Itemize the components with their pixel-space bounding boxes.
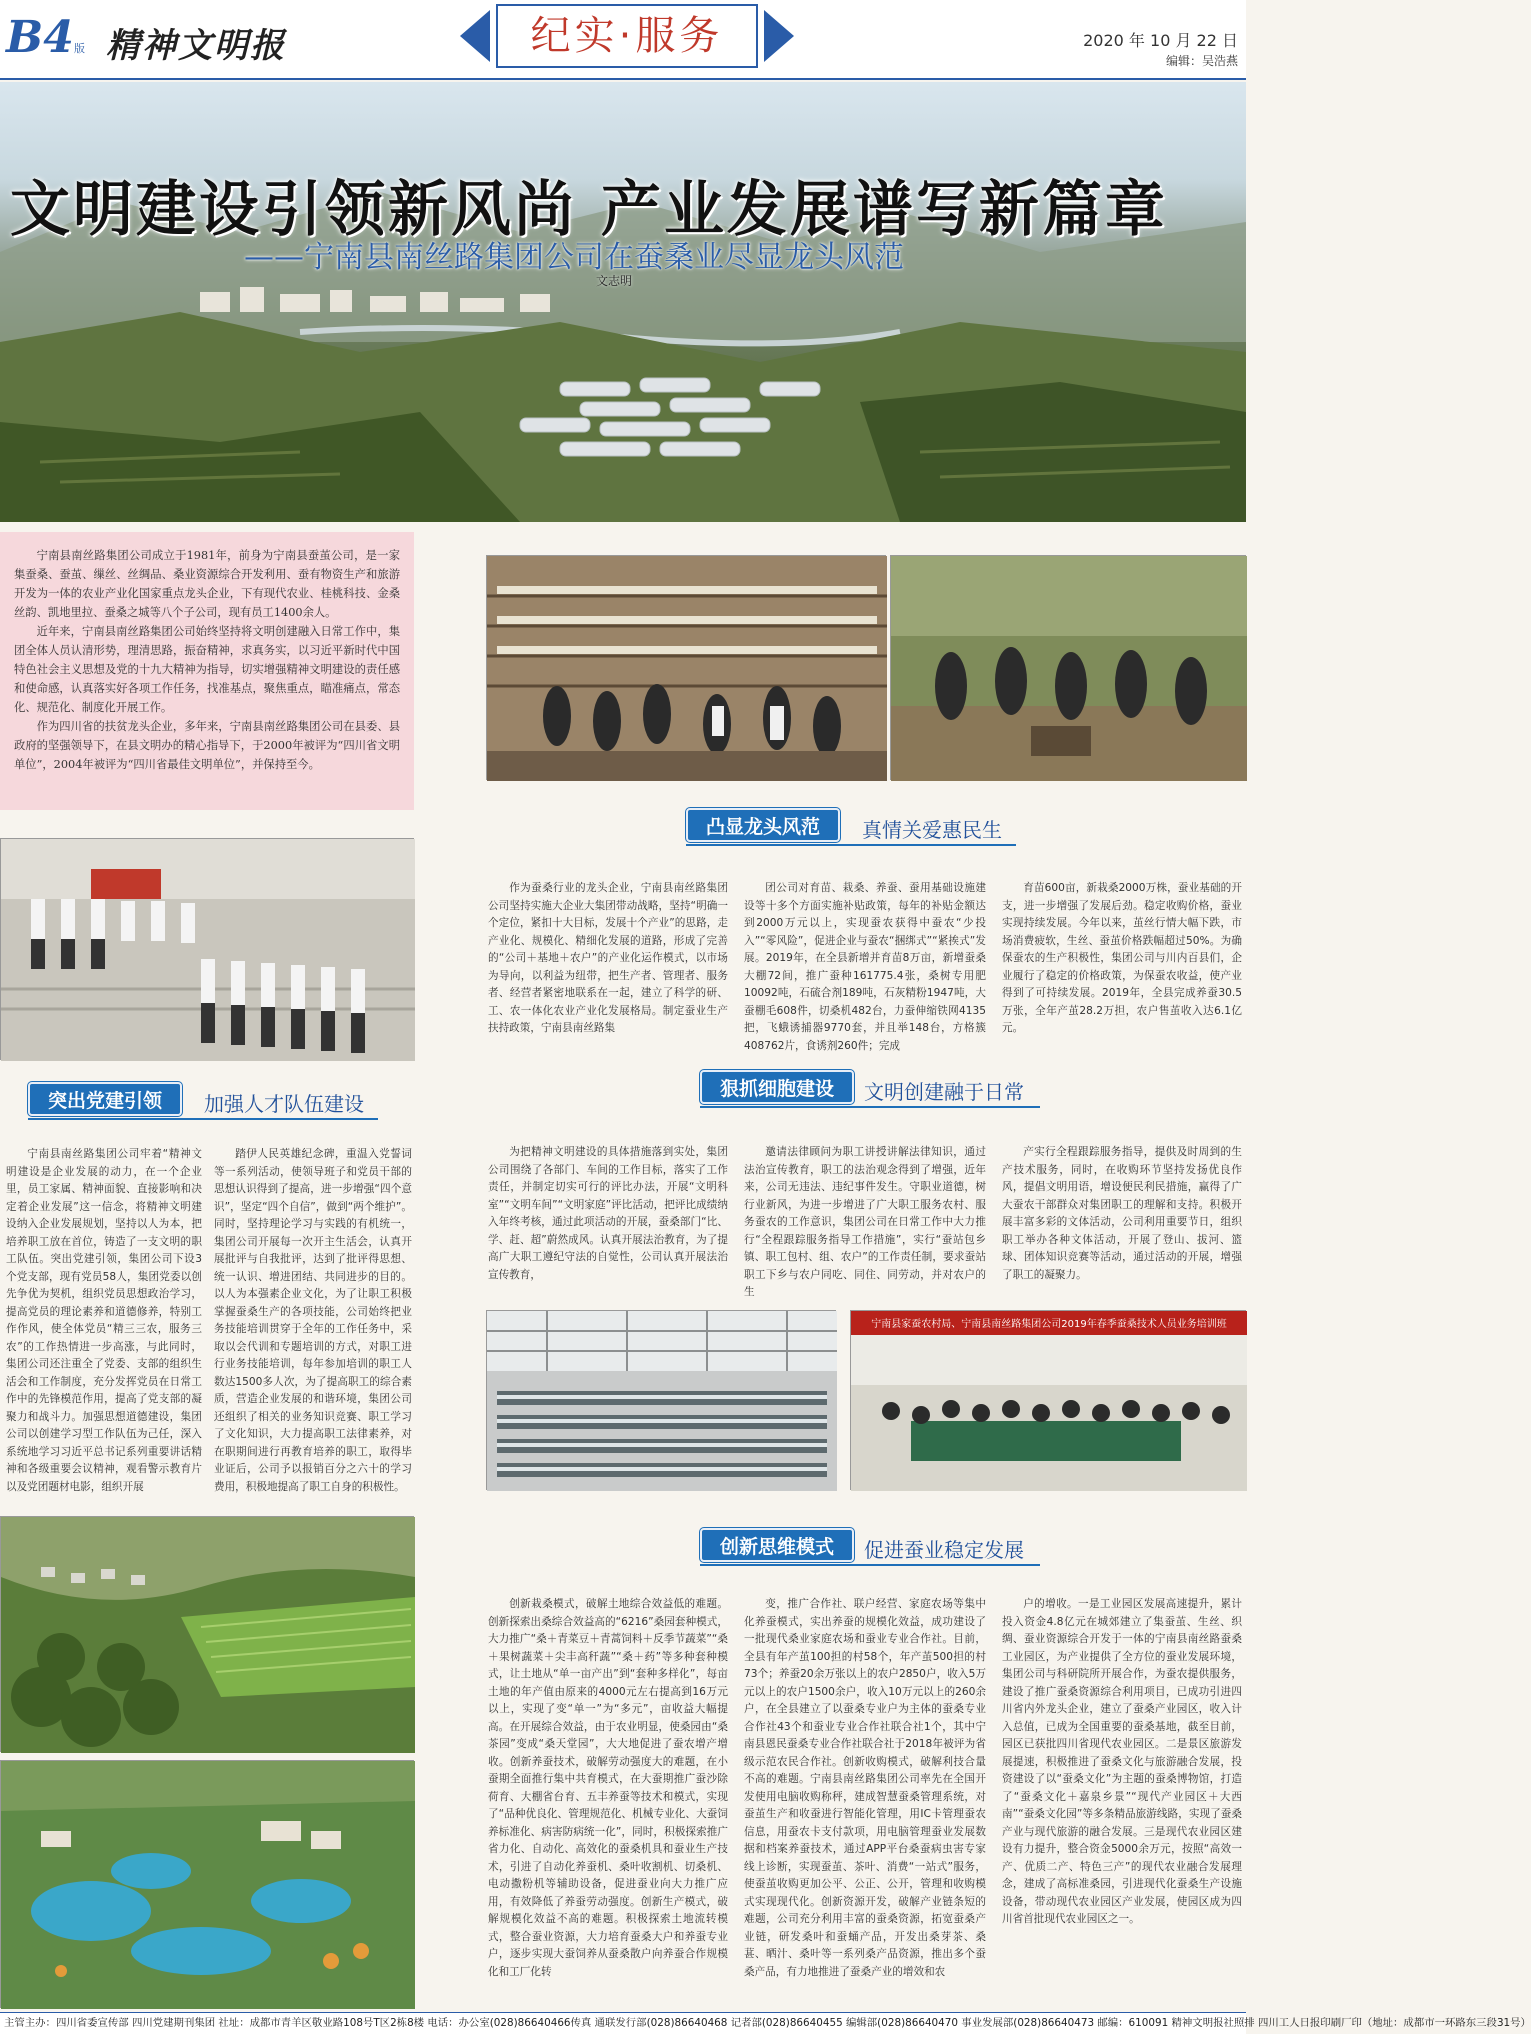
article-xibao-col1 xyxy=(488,1144,728,1304)
article-text: 宁南县南丝路集团公司牢着“精神文明建设是企业发展的动力，在一个企业里，员工家属、精神面貌、直接影响和决定着企业发展”这一信念，将精神文明建设纳入企业发展规划，坚持以人为本，把培养职工放在首位，铸造了一支文明的职工队伍。突出党建引领，集团公司下设3个党支部，现有党员58人，集团党委以创先争优为契机，组织党员思想政治学习，提高党员的理论素养和道德修养，特别工作作风，使全体党员“精三三农，服务三农”的工作热情进一步高涨，与此同时，集团公司还注重全了党委、支部的组织生活会和工作制度，充分发挥党员在日常工作中的先锋模范作用，提高了党支部的凝聚力和战斗力。加强思想道德建设，集团公司以创建学习型工作队伍为己任，深入系统地学习习近平总书记系列重要讲话精神和各级重要会议精神，观看警示教育片以及党团题材电影，组织开展 xyxy=(6,1148,202,1493)
photo-mulberry-field xyxy=(0,1516,414,1752)
section-header-xibao xyxy=(700,1070,1080,1110)
section-subtitle: 文明创建融于日常 xyxy=(864,1080,1024,1104)
article-longtou-col2 xyxy=(744,880,986,1080)
article-text: 踏伊人民英雄纪念碑，重温入党誓词等一系列活动，使领导班子和党员干部的思想认识得到了提高，进一步增强“四个意识”，坚定“四个自信”，做到“两个维护”。同时，坚持理论学习与实践的有机统一，集团公司开展每一次开主生活会，认真开展批评与自我批评，达到了批评得思想、统一认识、增进团结、共同进步的目的。以人为本强素企业文化，为了让职工积极掌握蚕桑生产的各项技能，公司始终把业务技能培训贯穿于全年的工作任务中，采取以会代训和专题培训的方式，对职工进行业务技能培训，每年参加培训的职工人数达1500多人次，为了提高职工的综合素质，营造企业发展的和谐环境，集团公司还组织了相关的业务知识竞赛、职工学习了文化知识，大力提高职工法律素养，对在职期间进行再教育培养的职工，取得毕业证后，公司予以报销百分之六十的学习费用，积极地提高了职工自身的积极性。 xyxy=(214,1148,412,1493)
imprint-footer: 主管主办：四川省委宣传部 四川党建期刊集团 社址：成都市青羊区敬业路108号T区2栋8楼 电话：办公室(028)86640466传真 通联发行部(028)86640468 记者部(028)86640455 编辑部(028)86640470 事业发展部(028)86640473 邮编：610091 精神文明报社照排 四川工人日报印刷厂印（地址：成都市一环路东三段31号） xyxy=(0,2012,1246,2034)
article-text: 邀请法律顾问为职工讲授讲解法律知识，通过法治宣传教育，职工的法治观念得到了增强，近年来，公司无违法、违纪事件发生。守职业道德，树行业新风，为进一步增进了广大职工服务农村、服务蚕农的工作意识，集团公司在日常工作中大力推行“全程跟踪服务指导工作措施”，实行“蚕站包乡镇、职工包村、组、农户”的工作责任制，要求蚕站职工下乡与农户同吃、同住、同劳动，并对农户的生 xyxy=(744,1146,986,1298)
section-subtitle: 真情关爱惠民生 xyxy=(862,818,1002,842)
section-subtitle: 促进蚕业稳定发展 xyxy=(864,1538,1024,1562)
arrow-right-icon xyxy=(764,10,794,62)
section-tag: 狠抓细胞建设 xyxy=(700,1070,854,1104)
photo-training-meeting xyxy=(850,1310,1246,1490)
intro-box xyxy=(0,532,414,810)
headline: 文明建设引领新风尚 产业发展谱写新篇章 xyxy=(10,175,1168,245)
author-byline: 文志明 xyxy=(596,274,633,288)
article-dangjian-col2 xyxy=(214,1146,412,1514)
section-tag: 凸显龙头风范 xyxy=(686,808,840,842)
section-header-chuangxin xyxy=(700,1528,1080,1568)
intro-paragraph: 宁南县南丝路集团公司成立于1981年，前身为宁南县蚕茧公司，是一家集蚕桑、蚕茧、缫丝、丝绸品、桑业资源综合开发利用、蚕有物资生产和旅游开发为一体的农业产业化国家重点龙头企业，下有现代农业、桂桃科技、金桑丝韵、凯地里拉、蚕桑之城等八个子公司，现有员工1400余人。 xyxy=(14,549,400,619)
page-suffix: 版 xyxy=(74,42,85,55)
section-title-box xyxy=(496,4,758,68)
article-chuangxin-col3 xyxy=(1002,1596,1242,2006)
section-underline xyxy=(28,1118,378,1120)
newspaper-name: 精神文明报 xyxy=(106,26,286,66)
banner-text: 宁南县家蚕农村局、宁南县南丝路集团公司2019年春季蚕桑技术人员业务培训班 xyxy=(871,1319,1227,1330)
article-dangjian-col1 xyxy=(6,1146,202,1514)
valley-landscape-illustration xyxy=(0,82,1246,522)
section-underline xyxy=(686,844,1016,846)
photo-party-pledge xyxy=(0,838,414,1060)
article-xibao-col2 xyxy=(744,1144,986,1304)
photo-factory-hall xyxy=(486,1310,836,1490)
section-tag: 突出党建引领 xyxy=(28,1082,182,1116)
section-underline xyxy=(700,1106,1040,1108)
photo-aerial-park xyxy=(0,1760,414,2008)
article-text: 作为蚕桑行业的龙头企业，宁南县南丝路集团公司坚持实施大企业大集团带动战略，坚持“明确一个定位，紧扣十大目标，发展十个产业”的思路，走产业化、规模化、精细化发展的道路，形成了完善的“公司＋基地＋农户”的产业化运作模式，以市场为导向，以利益为纽带，把生产者、管理者、服务者、经营者紧密地联系在一起，建立了科学的研、工、农一体化农业产业化发展格局。制定蚕业生产扶持政策，宁南县南丝路集 xyxy=(488,882,728,1034)
editor-credit: 编辑：吴浩燕 xyxy=(1165,54,1238,68)
photo-silkworm-room xyxy=(486,555,886,780)
article-xibao-col3 xyxy=(1002,1144,1242,1304)
article-text: 团公司对育苗、栽桑、养蚕、蚕用基础设施建设等十多个方面实施补贴政策，每年的补贴金额达到2000万元以上，实现蚕农获得中蚕农“少投入”“零风险”，促进企业与蚕农“捆绑式”“紧挨式”发展。2019年，在全县新增并育苗8万亩，新增蚕桑大棚72间，推广蚕种161775.4张，桑树专用肥10092吨，石硫合剂189吨，石灰精粉1947吨，大蚕棚毛608件，切桑机482台，力蚕伸缩铁网4135把，飞蛾诱捕器9770套，并且举148台，方格簇408762片，食诱剂260件；完成 xyxy=(744,882,986,1052)
article-text: 为把精神文明建设的具体措施落到实处，集团公司围绕了各部门、车间的工作目标，落实了工作责任，并制定切实可行的评比办法，开展“文明科室”“文明车间”“文明家庭”评比活动，把评比成绩纳入年终考核，通过此项活动的开展，蚕桑部门“比、学、赶、超”蔚然成风。认真开展法治教育，为了提高广大职工遵纪守法的自觉性，公司认真开展法治宣传教育， xyxy=(488,1146,728,1281)
article-text: 户的增收。一是工业园区发展高速提升，累计投入资金4.8亿元在城郊建立了集蚕茧、生丝、织绸、蚕业资源综合开发于一体的宁南县南丝路蚕桑工业园区，为产业提供了全方位的蚕业发展环境，集团公司与科研院所开展合作，为蚕农提供服务，建设了推广蚕桑资源综合利用项目，已成功引进四川省内外龙头企业，建立了蚕桑产业园区，收入计入总值，已成为全国重要的蚕桑基地，截至目前，园区已获批四川省现代农业园区。二是景区旅游发展提速，积极推进了蚕桑文化与旅游融合发展，投资建设了以“蚕桑文化”为主题的蚕桑博物馆，打造了“蚕桑文化＋嘉泉乡景”“现代产业园区＋大西南”“蚕桑文化园”等多条精品旅游线路，实现了蚕桑产业与现代旅游的融合发展。三是现代农业园区建设有力提升，整合资金5000余万元，按照“高效一产、优质二产、特色三产”的现代农业融合发展理念，建成了高标准桑园，引进现代化蚕桑生产设施设备，带动现代农业园区产业发展，使园区成为四川省首批现代农业园区之一。 xyxy=(1002,1598,1242,1925)
article-chuangxin-col2 xyxy=(744,1596,986,2006)
article-text: 创新栽桑模式，破解土地综合效益低的难题。创新探索出桑综合效益高的“6216”桑园套种模式，大力推广“桑＋青菜豆＋青蒿饲料＋反季节蔬菜”“桑＋果树蔬菜＋尖丰高秆蔬”“桑＋药”等多种套种模式，让土地从“单一亩产出”到“套种多样化”，每亩土地的年产值由原来的4000元左右提高到16万元以上，实现了变“单一”为“多元”，亩收益大幅提高。在开展综合效益，由于农业明显，使桑园由“桑茶园”变成“桑天堂园”，大大地促进了蚕农增产增收。创新养蚕技术，破解劳动强度大的难题，在小蚕期全面推行集中共育模式，在大蚕期推广蚕沙除荷育、大棚省台育、五丰养蚕等技术和模式，实现了“品种优良化、管理规范化、机械专业化、大蚕饲养标准化、病害防病统一化”，同时，积极探索推广省力化、自动化、高效化的蚕桑机具和蚕业生产技术，引进了自动化养蚕机、桑叶收割机、切桑机、电动撒粉机等辅助设备，促进蚕业向大力推广应用，有效降低了养蚕劳动强度。创新生产模式，破解规模化效益不高的难题。积极探索土地流转模式，整合蚕业资源，大力培育蚕桑大户和养蚕专业户，逐步实现大蚕饲养从蚕桑散户向养蚕合作规模化和工厂化转 xyxy=(488,1598,728,1978)
section-header-longtou xyxy=(686,808,1046,848)
arrow-left-icon xyxy=(460,10,490,62)
article-longtou-col1 xyxy=(488,880,728,1080)
article-chuangxin-col1 xyxy=(488,1596,728,2006)
photo-farmer-visit xyxy=(890,555,1246,780)
page-number: B4 xyxy=(6,12,74,63)
article-text: 变，推广合作社、联户经营、家庭农场等集中化养蚕模式，实出养蚕的规模化效益，成功建设了一批现代桑业家庭农场和蚕业专业合作社。目前，全县有年产茧100担的村58个，年产茧500担的村73个；养蚕20余万张以上的农户2850户，收入5万元以上的农户1500余户，收入10万元以上的260余户，在全县建立了以蚕桑专业户为主体的蚕桑专业合作社43个和蚕业专业合作社联合社1个，其中宁南县恩民蚕桑专业合作社联合社于2018年被评为省级示范农民合作社。创新收购模式，破解利技合量不高的难题。宁南县南丝路集团公司率先在全国开发使用电脑收购称秤，建成智慧蚕桑管理系统，对蚕茧生产和收蚕进行智能化管理，用IC卡管理蚕农信息，用蚕农卡支付款项，用电脑管理蚕业发展数据和档案养蚕技术，通过APP平台桑蚕病虫害专家线上诊断，实现蚕茧、茶叶、消费“一站式”服务，使蚕茧收购更加公平、公正、公开，管理和收购模式实现现代化。创新资源开发，破解产业链条短的难题，公司充分利用丰富的蚕桑资源，拓宽蚕桑产业链，研发桑叶和蚕蛹产品，开发出桑芽茶、桑葚、晒汁、桑叶等一系列桑产品资源，推出多个蚕桑产品，有力地推进了蚕桑产业的增效和农 xyxy=(744,1598,986,1978)
hero-photo xyxy=(0,82,1246,522)
sub-headline: ——宁南县南丝路集团公司在蚕桑业尽显龙头风范 xyxy=(244,240,904,275)
section-underline xyxy=(700,1564,1040,1566)
masthead xyxy=(0,0,1246,80)
section-header-dangjian xyxy=(28,1082,408,1122)
section-subtitle: 加强人才队伍建设 xyxy=(204,1092,364,1116)
issue-date: 2020 年 10 月 22 日 xyxy=(1083,31,1238,50)
section-tag: 创新思维模式 xyxy=(700,1528,854,1562)
article-longtou-col3 xyxy=(1002,880,1242,1080)
intro-paragraph: 近年来，宁南县南丝路集团公司始终坚持将文明创建融入日常工作中，集团全体人员认清形势，理清思路，振奋精神，求真务实，以习近平新时代中国特色社会主义思想及党的十九大精神为指导，切实增强精神文明建设的责任感和使命感，认真落实好各项工作任务，找准基点，聚焦重点，瞄准痛点，常态化、规范化、制度化开展工作。 xyxy=(14,625,400,714)
section-title: 纪实·服务 xyxy=(530,13,724,59)
intro-paragraph: 作为四川省的扶贫龙头企业，多年来，宁南县南丝路集团公司在县委、县政府的坚强领导下，在县文明办的精心指导下，于2000年被评为“四川省文明单位”，2004年被评为“四川省最佳文明单位”，并保持至今。 xyxy=(14,720,400,771)
article-text: 产实行全程跟踪服务指导，提供及时周到的生产技术服务，同时，在收购环节坚持发扬优良作风，提倡文明用语，增设便民利民措施，赢得了广大蚕农干部群众对集团职工的理解和支持。积极开展丰富多彩的文体活动，公司利用重要节日，组织职工举办各种文体活动，开展了登山、拔河、篮球、团体知识竞赛等活动，通过活动的开展，增强了职工的凝聚力。 xyxy=(1002,1146,1242,1281)
article-text: 育苗600亩，新栽桑2000万株，蚕业基础的开支，进一步增强了发展后劲。稳定收购价格，蚕业实现持续发展。今年以来，茧丝行情大幅下跌，市场消费疲软，生丝、蚕茧价格跌幅超过50%。为确保蚕农的生产积极性，集团公司与川内百县们，企业履行了稳定的价格政策，为保蚕农收益，使产业得到了可持续发展。2019年，全县完成养蚕30.5万张，全年产茧28.2万担，农户售茧收入达6.1亿元。 xyxy=(1002,882,1242,1034)
